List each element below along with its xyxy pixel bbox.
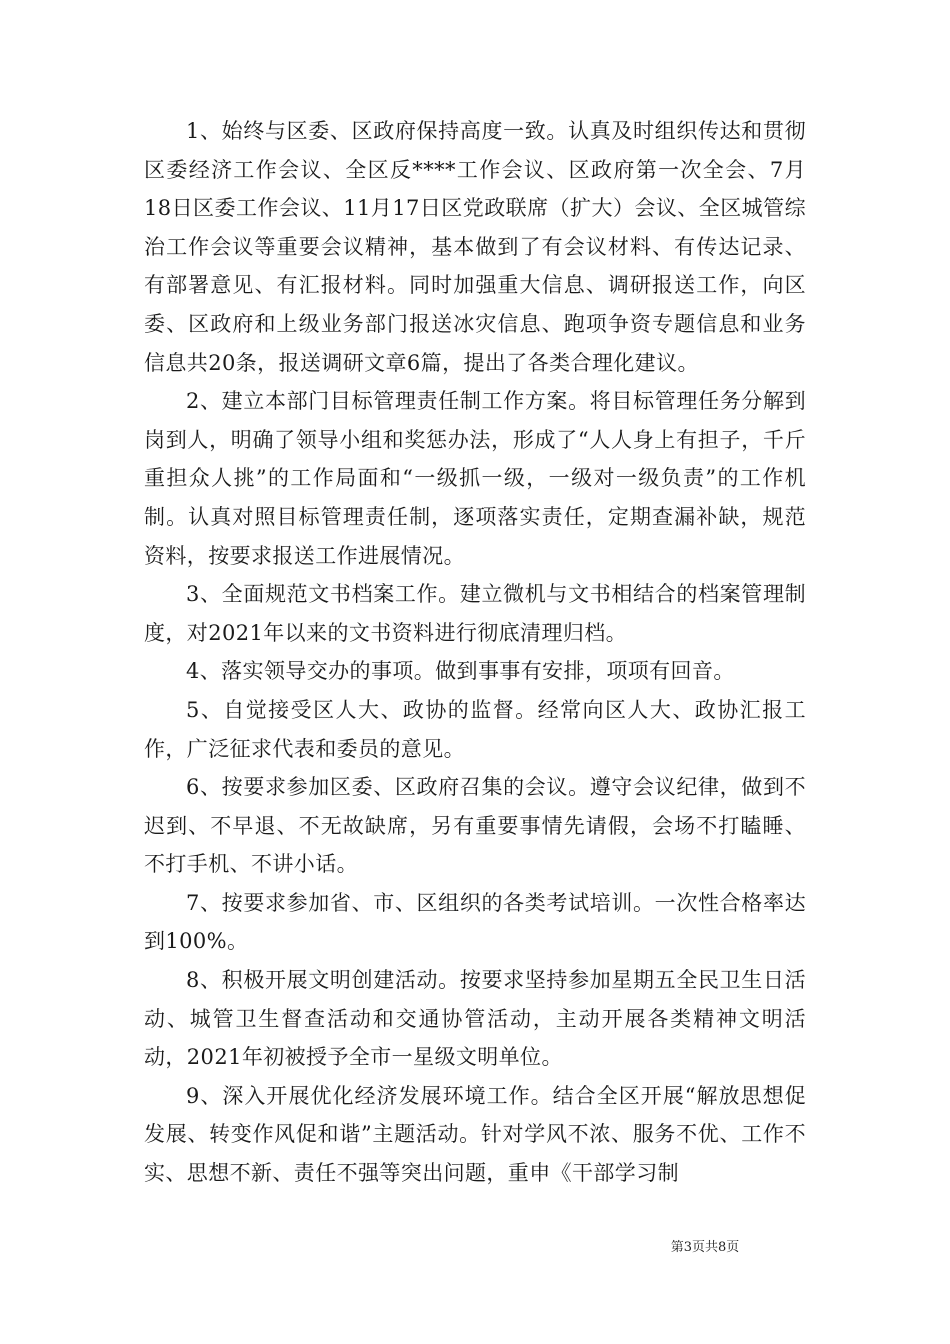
paragraph-6: 6、按要求参加区委、区政府召集的会议。遵守会议纪律，做到不迟到、不早退、不无故缺席，另有重要事情先请假，会场不打瞌睡、不打手机、不讲小话。 bbox=[144, 775, 806, 877]
paragraph-5: 5、自觉接受区人大、政协的监督。经常向区人大、政协汇报工作，广泛征求代表和委员的意见。 bbox=[144, 697, 806, 761]
paragraph-8: 8、积极开展文明创建活动。按要求坚持参加星期五全民卫生日活动、城管卫生督查活动和交通协管活动，主动开展各类精神文明活动，2021年初被授予全市一星级文明单位。 bbox=[144, 968, 806, 1070]
paragraph-7: 7、按要求参加省、市、区组织的各类考试培训。一次性合格率达到100%。 bbox=[144, 890, 806, 954]
paragraph-3: 3、全面规范文书档案工作。建立微机与文书相结合的档案管理制度，对2021年以来的文书资料进行彻底清理归档。 bbox=[144, 582, 806, 645]
paragraph-2: 2、建立本部门目标管理责任制工作方案。将目标管理任务分解到岗到人，明确了领导小组和奖惩办法，形成了“人人身上有担子，千斤重担众人挑”的工作局面和“一级抓一级，一级对一级负责”的工作机制。认真对照目标管理责任制，逐项落实责任，定期查漏补缺，规范资料，按要求报送工作进展情况。 bbox=[144, 389, 806, 568]
paragraph-4: 4、落实领导交办的事项。做到事事有安排，项项有回音。 bbox=[186, 659, 735, 684]
paragraph-9: 9、深入开展优化经济发展环境工作。结合全区开展“解放思想促发展、转变作风促和谐”主题活动。针对学风不浓、服务不优、工作不实、思想不新、责任不强等突出问题，重申《干部学习制 bbox=[144, 1083, 806, 1186]
paragraph-1: 1、始终与区委、区政府保持高度一致。认真及时组织传达和贯彻区委经济工作会议、全区反****工作会议、区政府第一次全会、7月18日区委工作会议、11月17日区党政联席（扩大）会议、全区城管综治工作会议等重要会议精神，基本做到了有会议材料、有传达记录、有部署意见、有汇报材料。同时加强重大信息、调研报送工作，向区委、区政府和上级业务部门报送冰灾信息、跑项争资专题信息和业务信息共20条，报送调研文章6篇，提出了各类合理化建议。 bbox=[144, 119, 806, 375]
page-number-footer: 第3页共8页 bbox=[670, 1240, 740, 1255]
document-body bbox=[144, 112, 806, 1193]
